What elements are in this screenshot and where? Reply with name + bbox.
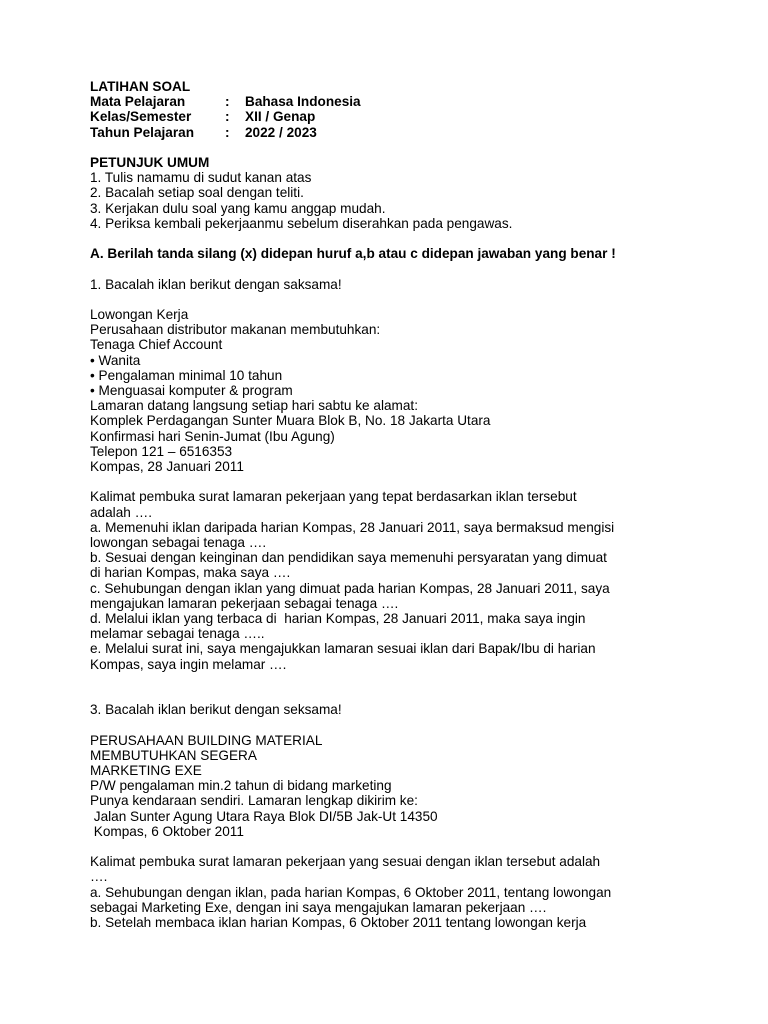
ad-line: Punya kendaraan sendiri. Lamaran lengkap dikirim ke:	[90, 793, 418, 809]
document-title: LATIHAN SOAL	[90, 79, 191, 94]
question-3-ad	[90, 733, 690, 839]
ad-line: Komplek Perdagangan Sunter Muara Blok B, No. 18 Jakarta Utara	[90, 413, 491, 429]
ad-line: Jalan Sunter Agung Utara Raya Blok DI/5B Jak-Ut 14350	[90, 808, 438, 824]
ad-line: Kompas, 28 Januari 2011	[90, 459, 244, 475]
option-line: b. Sesuai dengan keinginan dan pendidikan saya memenuhi persyaratan yang dimuat	[90, 550, 607, 566]
meta-separator: :	[225, 109, 230, 125]
meta-value: XII / Genap	[245, 109, 316, 125]
option-line: a. Memenuhi iklan daripada harian Kompas, 28 Januari 2011, saya bermaksud mengisi	[90, 519, 615, 535]
option-line: c. Sehubungan dengan iklan yang dimuat pada harian Kompas, 28 Januari 2011, saya	[90, 580, 610, 596]
instruction-item: 3. Kerjakan dulu soal yang kamu anggap mudah.	[90, 200, 386, 216]
question-3-options	[90, 885, 690, 931]
option-line: Kompas, saya ingin melamar ….	[90, 656, 287, 672]
meta-label: Mata Pelajaran	[90, 94, 186, 110]
instructions-heading: PETUNJUK UMUM	[90, 155, 210, 170]
ad-line: • Wanita	[90, 352, 141, 368]
meta-row-class	[90, 109, 690, 124]
ad-line: Lowongan Kerja	[90, 306, 189, 322]
meta-value: 2022 / 2023	[245, 124, 317, 140]
document-page	[90, 79, 690, 930]
question-line: Kalimat pembuka surat lamaran pekerjaan yang sesuai dengan iklan tersebut adalah	[90, 854, 601, 870]
option-line: d. Melalui iklan yang terbaca di harian Kompas, 28 Januari 2011, maka saya ingin	[90, 611, 586, 627]
ad-line: Perusahaan distributor makanan membutuhkan:	[90, 322, 381, 338]
meta-row-year	[90, 125, 690, 140]
meta-label: Tahun Pelajaran	[90, 124, 194, 140]
question-line: ….	[90, 869, 108, 885]
instructions-list	[90, 170, 690, 231]
question-3-prompt: 3. Bacalah iklan berikut dengan seksama!	[90, 702, 342, 718]
ad-line: MEMBUTUHKAN SEGERA	[90, 747, 257, 763]
meta-row-subject	[90, 94, 690, 109]
option-line: b. Setelah membaca iklan harian Kompas, 6 Oktober 2011 tentang lowongan kerja	[90, 915, 587, 931]
option-line: sebagai Marketing Exe, dengan ini saya mengajukan lamaran pekerjaan ….	[90, 899, 547, 915]
meta-value: Bahasa Indonesia	[245, 94, 361, 110]
instruction-item: 2. Bacalah setiap soal dengan teliti.	[90, 185, 304, 201]
ad-line: P/W pengalaman min.2 tahun di bidang marketing	[90, 778, 392, 794]
ad-line: • Menguasai komputer & program	[90, 383, 293, 398]
instruction-item: 4. Periksa kembali pekerjaanmu sebelum diserahkan pada pengawas.	[90, 215, 513, 231]
ad-line: Telepon 121 – 6516353	[90, 443, 233, 459]
option-line: melamar sebagai tenaga …..	[90, 626, 265, 642]
option-line: a. Sehubungan dengan iklan, pada harian Kompas, 6 Oktober 2011, tentang lowongan	[90, 884, 612, 900]
question-1-ad	[90, 307, 690, 474]
question-3-text	[90, 854, 690, 884]
ad-line: MARKETING EXE	[90, 763, 202, 779]
meta-separator: :	[225, 124, 230, 140]
question-line: adalah ….	[90, 504, 152, 520]
ad-line: • Pengalaman minimal 10 tahun	[90, 367, 283, 383]
ad-line: Tenaga Chief Account	[90, 337, 223, 353]
question-1-prompt: 1. Bacalah iklan berikut dengan saksama!	[90, 276, 342, 292]
question-1-options	[90, 520, 690, 672]
section-a-heading: A. Berilah tanda silang (x) didepan huruf a,b atau c didepan jawaban yang benar !	[90, 246, 616, 262]
option-line: di harian Kompas, maka saya ….	[90, 565, 291, 581]
option-line: mengajukan lamaran pekerjaan sebagai tenaga ….	[90, 595, 399, 611]
ad-line: Konfirmasi hari Senin-Jumat (Ibu Agung)	[90, 428, 335, 444]
question-1-text	[90, 489, 690, 519]
option-line: e. Melalui surat ini, saya mengajukkan lamaran sesuai iklan dari Bapak/Ibu di harian	[90, 641, 596, 657]
ad-line: Kompas, 6 Oktober 2011	[90, 823, 244, 839]
ad-line: PERUSAHAAN BUILDING MATERIAL	[90, 732, 323, 748]
question-line: Kalimat pembuka surat lamaran pekerjaan yang tepat berdasarkan iklan tersebut	[90, 489, 577, 505]
ad-line: Lamaran datang langsung setiap hari sabtu ke alamat:	[90, 398, 418, 414]
meta-separator: :	[225, 94, 230, 110]
option-line: lowongan sebagai tenaga ….	[90, 535, 267, 551]
meta-label: Kelas/Semester	[90, 109, 192, 125]
instruction-item: 1. Tulis namamu di sudut kanan atas	[90, 170, 312, 186]
